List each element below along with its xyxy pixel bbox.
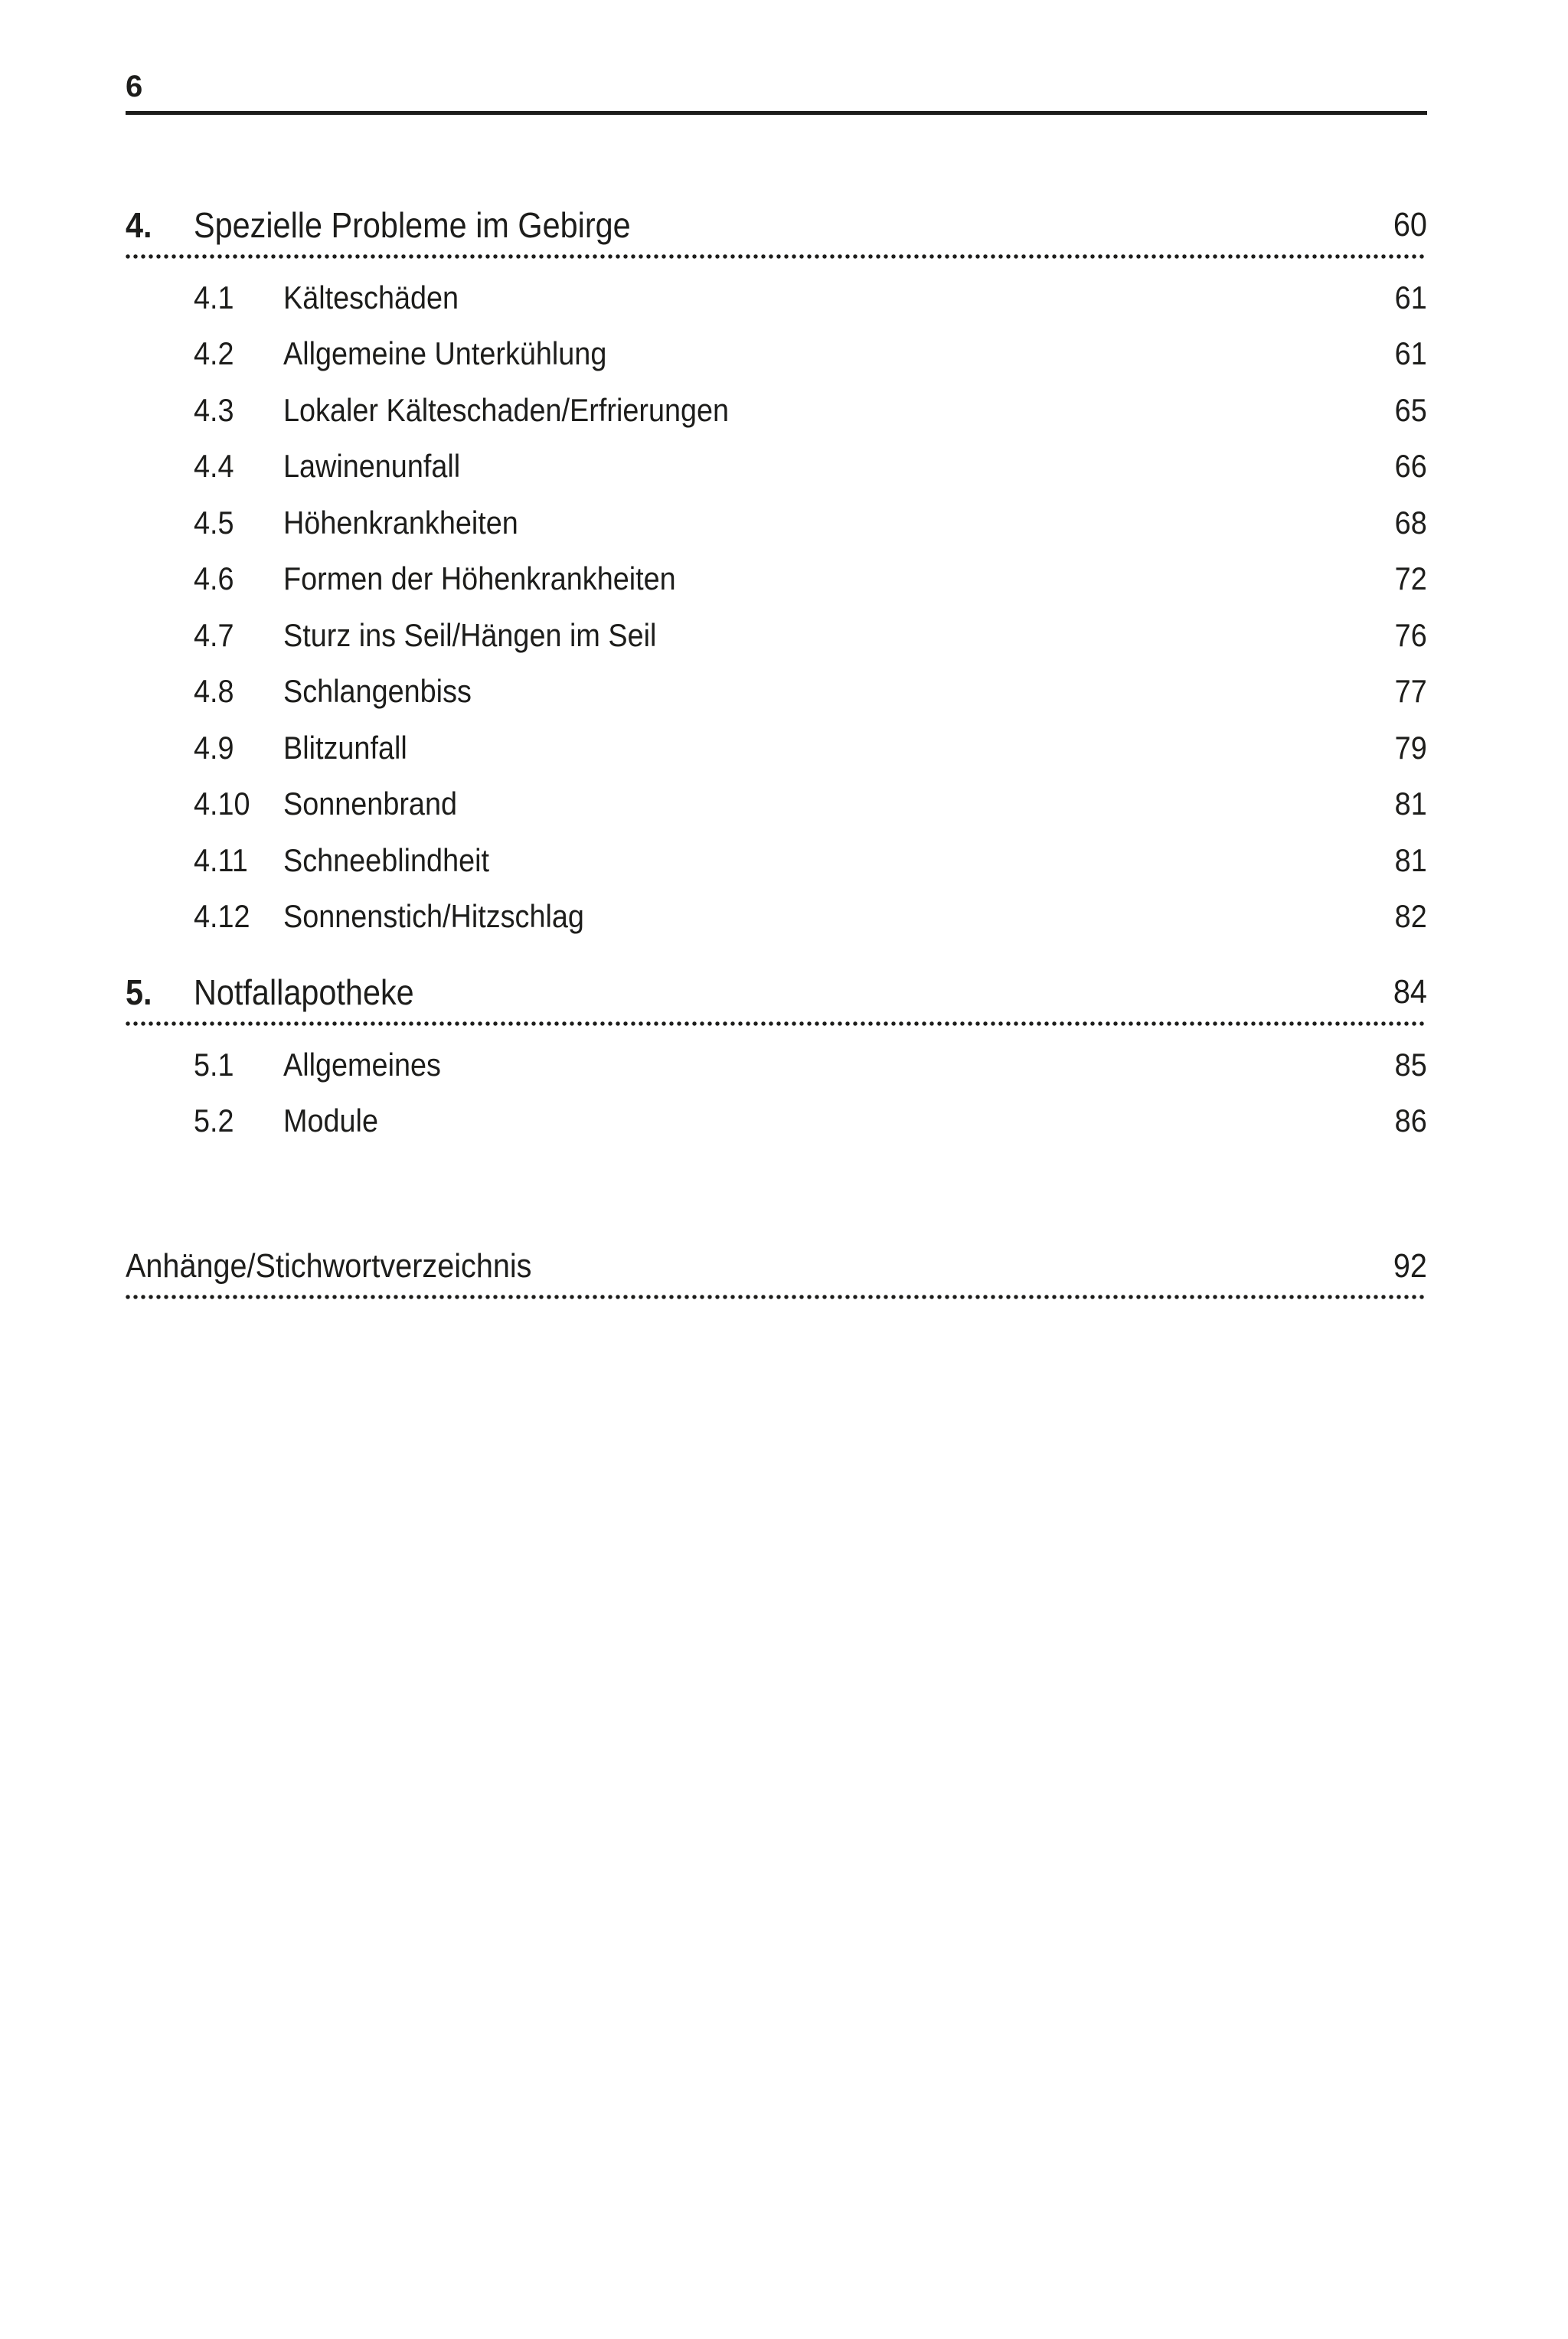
- toc-entry-page: 79: [1394, 729, 1427, 766]
- folio-page-number: 6: [126, 70, 143, 103]
- toc-entry-number: 4.12: [194, 898, 250, 935]
- toc-entry-row: [126, 1093, 1427, 1150]
- toc-entry-page: 65: [1394, 391, 1427, 428]
- toc-section-page: 84: [1393, 973, 1427, 1011]
- toc-entry-title: Allgemeines: [283, 1046, 441, 1083]
- toc-entry-row: [126, 776, 1427, 833]
- toc-appendix-page: 92: [1393, 1247, 1427, 1285]
- table-of-contents: [126, 205, 1427, 1299]
- toc-entry-number: 5.1: [194, 1046, 234, 1083]
- toc-appendix-row: [126, 1249, 1427, 1284]
- toc-entry-row: [126, 889, 1427, 946]
- toc-entry-page: 76: [1394, 616, 1427, 653]
- toc-entry-page: 85: [1394, 1046, 1427, 1083]
- toc-entry-row: [126, 832, 1427, 889]
- toc-entry-row: [126, 495, 1427, 551]
- toc-entry-title: Allgemeine Unterkühlung: [283, 335, 607, 372]
- toc-entry-page: 86: [1394, 1103, 1427, 1139]
- toc-section-row: [126, 205, 1427, 245]
- toc-entry-title: Sonnenbrand: [283, 786, 458, 822]
- toc-entry-row: [126, 551, 1427, 608]
- toc-entry-page: 81: [1394, 786, 1427, 822]
- header-rule: [126, 111, 1427, 115]
- toc-entry-title: Formen der Höhenkrankheiten: [283, 560, 676, 597]
- toc-entry-title: Sonnenstich/Hitzschlag: [283, 898, 584, 935]
- toc-section-row: [126, 972, 1427, 1012]
- toc-entry-row: [126, 1037, 1427, 1093]
- toc-entry-title: Lokaler Kälteschaden/Erfrierungen: [283, 391, 730, 428]
- toc-section-page: 60: [1393, 206, 1427, 243]
- toc-entry-number: 4.10: [194, 786, 250, 822]
- toc-entry-title: Kälteschäden: [283, 279, 459, 315]
- toc-entry-page: 81: [1394, 841, 1427, 878]
- toc-entry-row: [126, 270, 1427, 326]
- toc-entry-row: [126, 664, 1427, 720]
- toc-appendix-title: Anhänge/Stichwortverzeichnis: [126, 1247, 532, 1285]
- toc-entry-number: 4.1: [194, 279, 234, 315]
- toc-entry-number: 5.2: [194, 1103, 234, 1139]
- toc-entry-page: 82: [1394, 898, 1427, 935]
- toc-appendix: [126, 1249, 1427, 1299]
- dotted-leader: [126, 1021, 1427, 1026]
- toc-entry-list: [126, 1037, 1427, 1149]
- toc-entry-row: [126, 439, 1427, 495]
- page-header: [126, 70, 1427, 115]
- toc-entry-title: Schlangenbiss: [283, 673, 472, 710]
- toc-section-number: 5.: [126, 972, 152, 1012]
- toc-entry-row: [126, 382, 1427, 439]
- toc-entry-page: 77: [1394, 673, 1427, 710]
- toc-entry-title: Lawinenunfall: [283, 448, 461, 485]
- toc-entry-number: 4.8: [194, 673, 234, 710]
- toc-section-number: 4.: [126, 205, 152, 245]
- toc-entry-number: 4.11: [194, 841, 248, 878]
- toc-section: [126, 205, 1427, 945]
- toc-entry-page: 68: [1394, 504, 1427, 541]
- toc-entry-title: Höhenkrankheiten: [283, 504, 518, 541]
- dotted-leader: [126, 1295, 1427, 1299]
- toc-entry-row: [126, 720, 1427, 776]
- toc-entry-row: [126, 326, 1427, 383]
- toc-entry-title: Schneeblindheit: [283, 841, 490, 878]
- toc-entry-number: 4.2: [194, 335, 234, 372]
- toc-entry-number: 4.3: [194, 391, 234, 428]
- toc-entry-number: 4.7: [194, 616, 234, 653]
- toc-entry-number: 4.9: [194, 729, 234, 766]
- toc-entry-number: 4.5: [194, 504, 234, 541]
- toc-entry-page: 61: [1394, 335, 1427, 372]
- toc-entry-page: 66: [1394, 448, 1427, 485]
- toc-entry-title: Blitzunfall: [283, 729, 407, 766]
- toc-section: [126, 972, 1427, 1149]
- toc-entry-row: [126, 607, 1427, 664]
- toc-entry-page: 61: [1394, 279, 1427, 315]
- toc-section-title: Spezielle Probleme im Gebirge: [194, 205, 631, 245]
- toc-entry-title: Module: [283, 1103, 378, 1139]
- toc-entry-title: Sturz ins Seil/Hängen im Seil: [283, 616, 657, 653]
- toc-entry-page: 72: [1394, 560, 1427, 597]
- toc-entry-number: 4.6: [194, 560, 234, 597]
- toc-entry-list: [126, 270, 1427, 945]
- dotted-leader: [126, 254, 1427, 259]
- toc-entry-number: 4.4: [194, 448, 234, 485]
- toc-section-title: Notfallapotheke: [194, 972, 414, 1012]
